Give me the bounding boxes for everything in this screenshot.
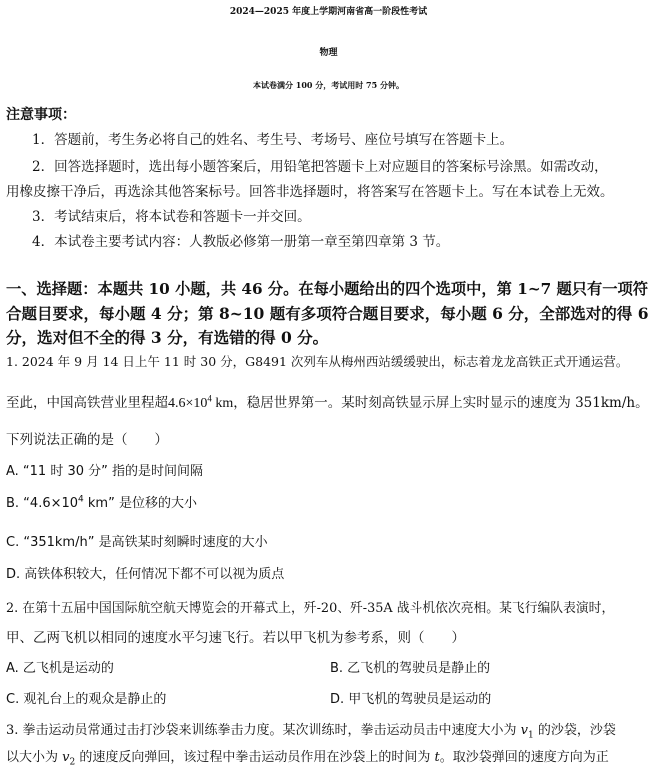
notice-heading: 注意事项： (6, 107, 76, 123)
notice-item-1: 1．答题前，考生务必将自己的姓名、考生号、考场号、座位号填写在答题卡上。 (32, 132, 514, 148)
section-1-line-2: 合题目要求，每小题 4 分；第 8~10 题有多项符合题目要求，每小题 6 分，全部选对的得 6 (6, 304, 649, 323)
q2-line-1: 2. 在第十五届中国国际航空航天博览会的开幕式上，歼-20、歼-35A 战斗机依次亮相。某飞行编队表演时， (6, 601, 615, 616)
q1-option-b: B. “$4.6\times 10^4$ km” 是位移的大小 (6, 494, 197, 511)
q3-line-1: 3. 拳击运动员常通过击打沙袋来训练拳击力度。某次训练时，拳击运动员击中速度大小为 $v_1$ 的沙袋，沙袋 (6, 723, 616, 741)
q1-line-2: 至此，中国高铁营业里程超$4.6\times 10^4$ km，稳居世界第一。某时刻高铁显示屏上实时显示的速度为 351km/h。 (6, 393, 649, 411)
score-time-line: 本试卷满分 100 分，考试用时 75 分钟。 (253, 80, 404, 90)
q1-line-3: 下列说法正确的是（ ） (6, 432, 168, 448)
section-1-line-3: 分，选对但不全的得 3 分，有选错的得 0 分。 (6, 328, 329, 347)
notice-item-4: 4．本试卷主要考试内容：人教版必修第一册第一章至第四章第 3 节。 (32, 234, 450, 250)
q2-option-c: C. 观礼台上的观众是静止的 (6, 692, 167, 707)
q1-option-a: A. “11 时 30 分” 指的是时间间隔 (6, 464, 204, 479)
q3-line-2: 以大小为 $v_2$ 的速度反向弹回，该过程中拳击运动员作用在沙袋上的时间为 t。取沙袋弹回的速度方向为正 (6, 750, 609, 768)
q1-line-1: 1. 2024 年 9 月 14 日上午 11 时 30 分，G8491 次列车从梅州西站缓缓驶出，标志着龙龙高铁正式开通运营。 (6, 354, 629, 369)
q2-option-d: D. 甲飞机的驾驶员是运动的 (330, 692, 492, 707)
notice-item-2-cont: 用橡皮擦干净后，再选涂其他答案标号。回答非选择题时，将答案写在答题卡上。写在本试卷上无效。 (6, 184, 614, 200)
q1-mileage-value: $4.6\times 10^4$ km (168, 393, 234, 411)
q1-option-d: D. 高铁体积较大，任何情况下都不可以视为质点 (6, 567, 285, 582)
section-1-heading: 一、选择题：本题共 10 小题，共 46 分。在每小题给出的四个选项中，第 1~7 题只有一项符 (6, 280, 649, 298)
q2-option-b: B. 乙飞机的驾驶员是静止的 (330, 661, 491, 676)
q1-option-c: C. “351km/h” 是高铁某时刻瞬时速度的大小 (6, 535, 268, 550)
q2-line-2: 甲、乙两飞机以相同的速度水平匀速飞行。若以甲飞机为参考系，则（ ） (6, 630, 465, 646)
notice-item-3: 3．考试结束后，将本试卷和答题卡一并交回。 (32, 209, 311, 225)
q2-option-a: A. 乙飞机是运动的 (6, 661, 114, 676)
subject-title: 物理 (319, 48, 338, 58)
exam-title: 2024—2025 年度上学期河南省高一阶段性考试 (229, 7, 428, 17)
notice-item-2: 2．回答选择题时，选出每小题答案后，用铅笔把答题卡上对应题目的答案标号涂黑。如需改动， (32, 159, 608, 175)
